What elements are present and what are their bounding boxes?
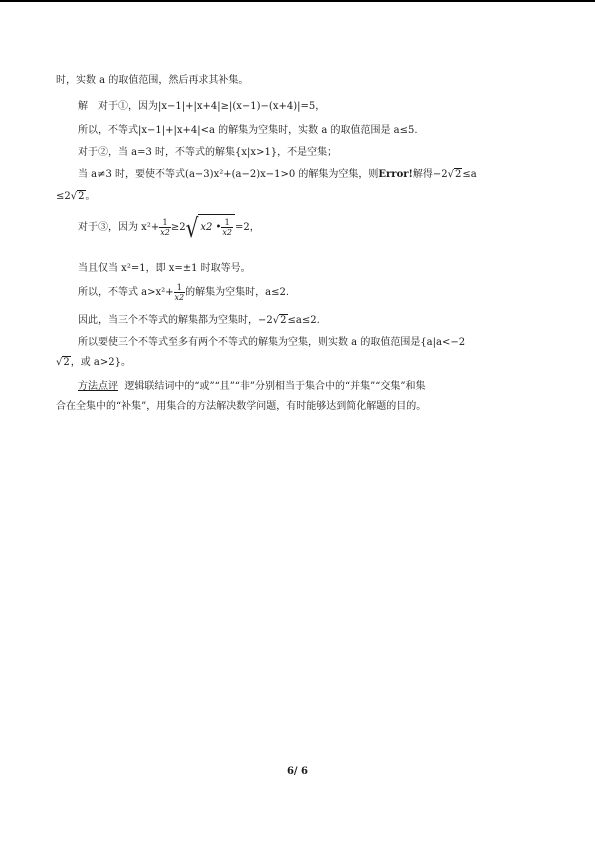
line12-text-b: ，或 a>2}。	[70, 357, 131, 368]
line7-text-a: 对于③，因为 x²+	[78, 222, 160, 233]
text-line-2: 解 对于①，因为|x−1|+|x+4|≥|(x−1)−(x+4)|=5，	[78, 101, 326, 112]
text-line-13	[78, 380, 425, 394]
line7-text-b: ≥2	[170, 222, 186, 233]
sqrt-symbol: √	[447, 169, 455, 180]
text-line-8: 当且仅当 x²=1，即 x=±1 时取等号。	[78, 263, 251, 274]
line10-text-b: ≤a≤2.	[287, 315, 320, 326]
sqrt-radicand: 2	[455, 169, 462, 180]
text-line-10	[78, 314, 320, 328]
text-line-9	[78, 280, 289, 306]
line5-text-c: 解得−2	[412, 169, 448, 180]
text-line-12	[56, 356, 131, 370]
line9-text-b: 的解集为空集时，a≤2.	[185, 287, 290, 298]
fraction-1-over-x2: $\frac{1}{x2}$	[160, 218, 170, 237]
line7-text-d: =2，	[235, 222, 260, 233]
sqrt-symbol: √	[70, 191, 78, 202]
fraction-1-over-x2: $\frac{1}{x2}$	[222, 218, 233, 237]
top-border	[0, 0, 595, 2]
line9-text-a: 所以，不等式 a>x²+	[78, 287, 174, 298]
sqrt-radicand-large: x2 • $\frac{1}{x2}$	[198, 214, 235, 241]
text-line-6	[56, 190, 96, 204]
sqrt-radicand: 2	[78, 191, 85, 202]
text-line-11: 所以要使三个不等式至多有两个不等式的解集为空集，则实数 a 的取值范围是{a|a<−2	[78, 337, 466, 348]
line5-text-a: 当 a≠3 时，要使不等式(a−3)x²+(a−2)x−1>0 的解集为空集，则	[78, 169, 379, 180]
line10-text-a: 因此，当三个不等式的解集都为空集时，−2	[78, 315, 273, 326]
line13-text-b: 逻辑联结词中的“或”“且”“非”分别相当于集合中的“并集”“交集”和集	[124, 381, 426, 392]
text-line-3: 所以，不等式|x−1|+|x+4|<a 的解集为空集时，实数 a 的取值范围是 a≤5.	[78, 125, 418, 136]
line5-text-d: ≤a	[462, 169, 477, 180]
text-line-1: 时，实数 a 的取值范围，然后再求其补集。	[56, 75, 249, 86]
sqrt-symbol: √	[272, 315, 280, 326]
text-line-7	[78, 211, 260, 244]
line6-text-a: ≤2	[56, 191, 71, 202]
page-number: 6/ 6	[286, 766, 309, 777]
sqrt-symbol: √	[56, 357, 63, 368]
fraction-1-over-x2: $\frac{1}{x2}$	[174, 283, 185, 302]
text-line-5	[78, 168, 477, 182]
method-comment-label: 方法点评	[78, 381, 118, 392]
sqrt-symbol: √	[185, 211, 199, 244]
line6-text-b: 。	[85, 191, 96, 202]
sqrt-radicand: 2	[280, 315, 287, 326]
error-text: Error!	[378, 169, 413, 180]
sqrt-radicand: 2	[63, 357, 70, 368]
text-line-14: 合在全集中的“补集”，用集合的方法解决数学问题，有时能够达到简化解题的目的。	[56, 401, 427, 412]
text-line-4: 对于②，当 a=3 时，不等式的解集{x|x>1}，不是空集；	[78, 147, 338, 158]
